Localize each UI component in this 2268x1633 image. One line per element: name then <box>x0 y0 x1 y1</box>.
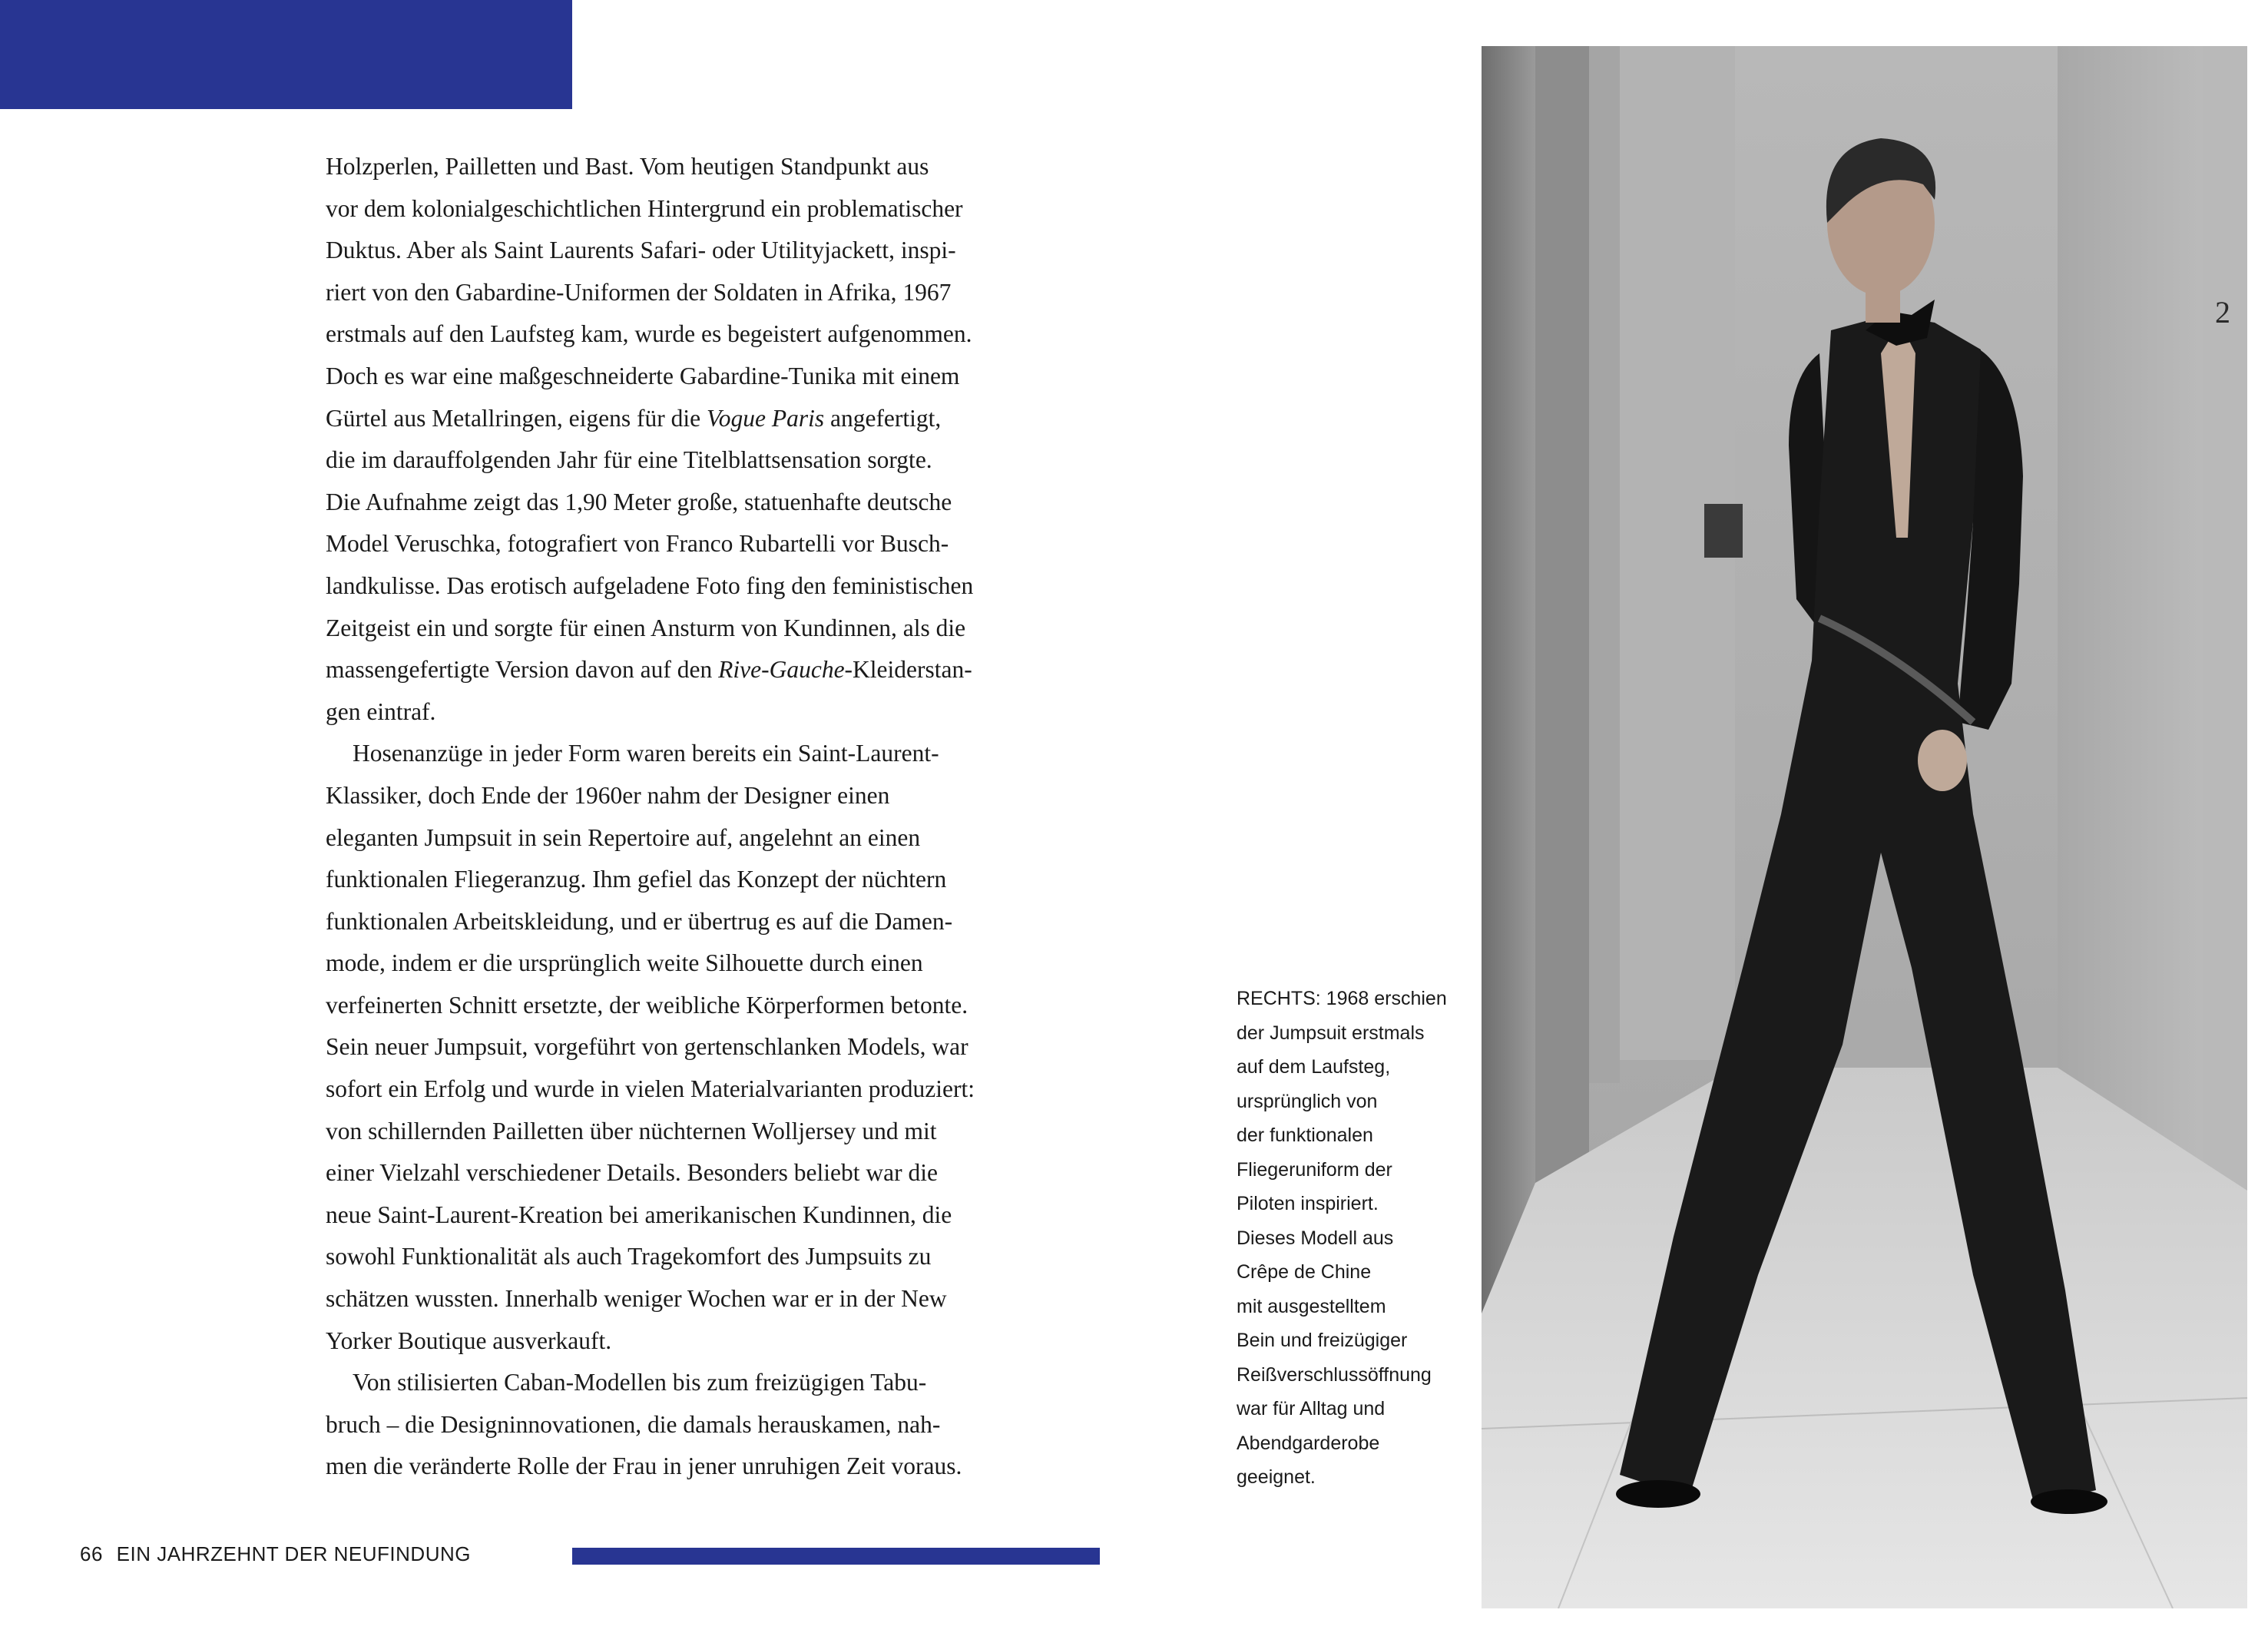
body-line: einer Vielzahl verschiedener Details. Besonders beliebt war die <box>326 1159 938 1187</box>
caption-line: Crêpe de Chine <box>1237 1261 1372 1283</box>
photo-illustration <box>1482 46 2247 1608</box>
caption-line: war für Alltag und <box>1237 1398 1386 1419</box>
body-text <box>326 146 1055 1488</box>
magazine-title: Vogue Paris <box>706 404 825 432</box>
body-line: sofort ein Erfolg und wurde in vielen Materialvarianten produziert: <box>326 1075 975 1103</box>
section-title: EIN JAHRZEHNT DER NEUFINDUNG <box>116 1542 471 1565</box>
body-line: Doch es war eine maßgeschneiderte Gabardine-Tunika mit einem <box>326 362 960 389</box>
photo-caption <box>1237 982 1467 1495</box>
body-line: schätzen wussten. Innerhalb weniger Wochen war er in der New <box>326 1285 947 1313</box>
caption-line: ursprünglich von <box>1237 1090 1378 1112</box>
caption-line: Fliegeruniform der <box>1237 1158 1392 1181</box>
body-line: mode, indem er die ursprünglich weite Silhouette durch einen <box>326 949 923 977</box>
caption-line: Abendgarderobe <box>1237 1432 1380 1454</box>
caption-line: der Jumpsuit erstmals <box>1237 1022 1425 1044</box>
body-line: Klassiker, doch Ende der 1960er nahm der Designer einen <box>326 781 890 809</box>
caption-line: Bein und freizügiger <box>1237 1330 1408 1351</box>
caption-line: geeignet. <box>1237 1466 1316 1488</box>
body-line: Von stilisierten Caban-Modellen bis zum freizügigen Tabu- <box>353 1369 927 1396</box>
body-line: neue Saint-Laurent-Kreation bei amerikanischen Kundinnen, die <box>326 1201 952 1228</box>
body-line: Sein neuer Jumpsuit, vorgeführt von gertenschlanken Models, war <box>326 1033 968 1061</box>
body-line: Model Veruschka, fotografiert von Franco Rubartelli vor Busch- <box>326 530 949 558</box>
body-line: erstmals auf den Laufsteg kam, wurde es begeistert aufgenommen. <box>326 320 972 348</box>
body-line: sowohl Funktionalität als auch Tragekomfort des Jumpsuits zu <box>326 1243 932 1270</box>
body-line: Yorker Boutique ausverkauft. <box>326 1327 612 1354</box>
body-line: eleganten Jumpsuit in sein Repertoire auf, angelehnt an einen <box>326 823 921 851</box>
caption-line: der funktionalen <box>1237 1125 1373 1146</box>
caption-line: RECHTS: 1968 erschien <box>1237 988 1447 1009</box>
body-line: gen eintraf. <box>326 697 436 725</box>
footer-accent-bar <box>572 1548 1100 1565</box>
caption-line: auf dem Laufsteg, <box>1237 1056 1391 1078</box>
body-line: funktionalen Fliegeranzug. Ihm gefiel das Konzept der nüchtern <box>326 866 947 893</box>
body-line: von schillernden Pailletten über nüchternen Wolljersey und mit <box>326 1117 937 1144</box>
body-line: Hosenanzüge in jeder Form waren bereits ein Saint-Laurent- <box>353 740 939 767</box>
body-line: Gürtel aus Metallringen, eigens für die Vogue Paris angefertigt, <box>326 404 942 432</box>
body-line: Die Aufnahme zeigt das 1,90 Meter große, statuenhafte deutsche <box>326 488 952 515</box>
fashion-photo <box>1482 46 2247 1608</box>
body-line: funktionalen Arbeitskleidung, und er übertrug es auf die Damen- <box>326 907 953 935</box>
collection-name: Rive-Gauche <box>718 656 845 684</box>
body-line: vor dem kolonialgeschichtlichen Hintergrund ein problematischer <box>326 194 963 222</box>
header-accent-bar <box>0 0 572 109</box>
body-line: bruch – die Designinnovationen, die damals herauskamen, nah- <box>326 1410 941 1438</box>
body-line: Holzperlen, Pailletten und Bast. Vom heutigen Standpunkt aus <box>326 153 929 180</box>
page-footer <box>80 1542 471 1566</box>
body-line: Duktus. Aber als Saint Laurents Safari- oder Utilityjackett, inspi- <box>326 237 956 264</box>
caption-line: Piloten inspiriert. <box>1237 1193 1379 1214</box>
caption-line: Reißverschlussöffnung <box>1237 1363 1432 1386</box>
body-line: Zeitgeist ein und sorgte für einen Ansturm von Kundinnen, als die <box>326 614 966 641</box>
caption-line: mit ausgestelltem <box>1237 1295 1386 1317</box>
body-line: men die veränderte Rolle der Frau in jener unruhigen Zeit voraus. <box>326 1452 962 1480</box>
body-line: landkulisse. Das erotisch aufgeladene Foto fing den feministischen <box>326 571 974 599</box>
wall-number: 2 <box>2215 295 2230 330</box>
page-number: 66 <box>80 1542 103 1565</box>
body-line: massengefertigte Version davon auf den Rive-Gauche-Kleiderstan- <box>326 656 972 684</box>
caption-line: Dieses Modell aus <box>1237 1227 1394 1249</box>
body-line: die im darauffolgenden Jahr für eine Titelblattsensation sorgte. <box>326 446 932 474</box>
body-line: verfeinerten Schnitt ersetzte, der weibliche Körperformen betonte. <box>326 991 968 1019</box>
body-line: riert von den Gabardine-Uniformen der Soldaten in Afrika, 1967 <box>326 278 952 306</box>
